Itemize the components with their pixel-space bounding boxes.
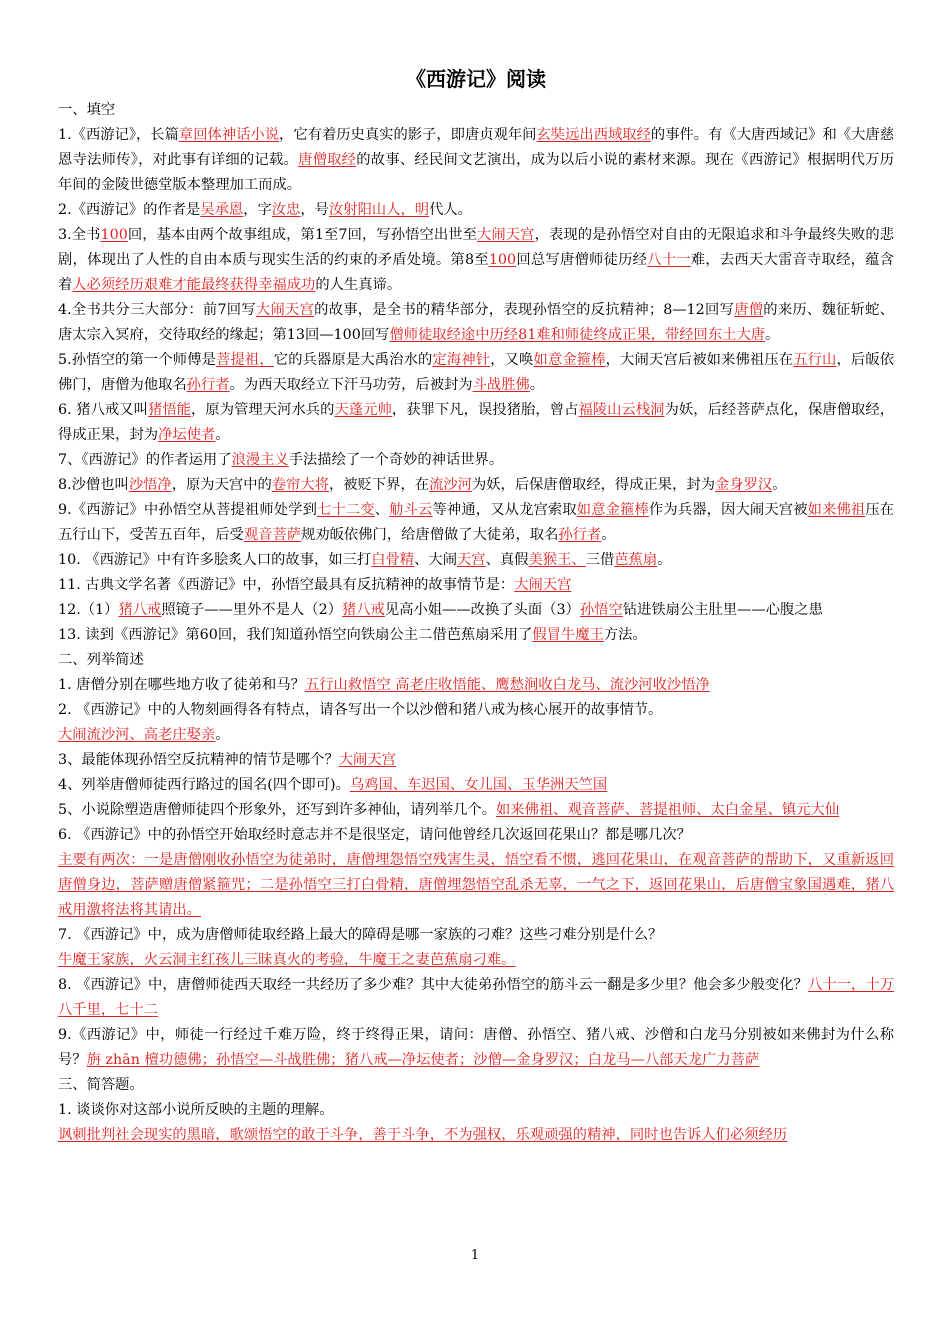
answer-text: 天宫	[457, 552, 486, 568]
content-area	[58, 98, 894, 1148]
question-text: 4、列举唐僧师徒西行路过的国名(四个即可)。	[58, 777, 350, 793]
paragraph	[58, 823, 894, 848]
paragraph	[58, 123, 894, 198]
question-text: 、真假	[485, 552, 529, 568]
answer-text: 假冒牛魔王	[532, 627, 604, 643]
question-text: 见高小姐——改换了头面（3）	[384, 602, 580, 618]
answer-text: 觔斗云	[389, 502, 433, 518]
answer-text: 玄奘远出西域取经	[536, 127, 651, 143]
page-number: 1	[470, 1248, 480, 1263]
page-title: 《西游记》阅读	[406, 67, 546, 91]
question-text: 7、《西游记》的作者运用了	[58, 452, 232, 468]
question-text: 。	[765, 327, 780, 343]
answer-text: 唐僧	[734, 302, 764, 318]
answer-text: 汝射阳山人，明	[328, 202, 430, 218]
question-text: 4.全书共分三大部分：前7回写	[58, 302, 256, 318]
question-text: 7. 《西游记》中，成为唐僧师徒取经路上最大的障碍是哪一家族的刁难？这些刁难分别是什么？	[58, 927, 663, 943]
question-text: 。	[601, 527, 616, 543]
question-text: 三借	[585, 552, 615, 568]
answer-text: 100	[488, 252, 517, 268]
section-heading: 二、列举简述	[58, 652, 144, 668]
paragraph	[58, 1123, 894, 1148]
answer-text: 福陵山云栈洞	[578, 402, 665, 418]
question-text: 。	[215, 727, 230, 743]
question-text: 10. 《西游记》中有许多脍炙人口的故事，如三打	[58, 552, 372, 568]
paragraph	[58, 298, 894, 348]
paragraph	[58, 1023, 894, 1073]
paragraph	[58, 623, 894, 648]
answer-text: 七十二变	[317, 502, 375, 518]
question-text: 2.《西游记》的作者是	[58, 202, 201, 218]
question-text: 为妖，后经菩萨点化，保唐僧取经，得成正果，封为	[58, 402, 895, 443]
question-text: 、	[374, 502, 390, 518]
question-text: 6. 《西游记》中的孙悟空开始取经时意志并不是很坚定，请问他曾经几次返回花果山？都是哪几次？	[58, 827, 691, 843]
question-text: 等神通，又从龙宫索取	[432, 502, 577, 518]
answer-text: 芭蕉扇	[614, 552, 658, 568]
paragraph	[58, 473, 894, 498]
answer-text: 五行山	[793, 352, 837, 368]
question-text: 3、最能体现孙悟空反抗精神的情节是哪个？	[58, 752, 339, 768]
question-text: 的故事、经民间文艺演出，成为以后小说的素材来源。现在《西游记》根据明代万历年间的金陵世德堂版本整理加工而成。	[58, 152, 895, 193]
answer-text: 浪漫主义	[231, 452, 289, 468]
question-text: 5、小说除塑造唐僧师徒四个形象外，还写到许多神仙，请列举几个。	[58, 802, 496, 818]
question-text: 1.《西游记》，长篇	[58, 127, 179, 143]
question-text: 照镜子——里外不是人（2）	[161, 602, 342, 618]
paragraph	[58, 848, 894, 923]
question-text: 的人生真谛。	[315, 277, 402, 293]
paragraph	[58, 498, 894, 548]
answer-text: 100	[100, 227, 128, 243]
answer-text: 孙悟空	[579, 602, 623, 618]
question-text: 8.沙僧也叫	[58, 477, 129, 493]
answer-text: 观音菩萨	[243, 527, 302, 543]
answer-text: 斗战胜佛	[472, 377, 530, 393]
answer-text: 牛魔王家族，火云洞主红孩儿三昧真火的考验，牛魔王之妻芭蕉扇刁难。	[58, 952, 516, 968]
question-text: 。	[772, 477, 787, 493]
question-text: 11. 古典文学名著《西游记》中，孙悟空最具有反抗精神的故事情节是：	[58, 577, 515, 593]
paragraph	[58, 923, 894, 948]
answer-text: 大闹天宫	[338, 752, 396, 768]
answer-text: 孙行者	[558, 527, 602, 543]
question-text: 5.孙悟空的第一个师傅是	[58, 352, 217, 368]
section-heading: 三、简答题。	[58, 1077, 144, 1093]
answer-text: 乌鸡国、车迟国、女儿国、玉华洲天竺国	[349, 777, 608, 793]
question-text: 6. 猪八戒又叫	[58, 402, 148, 418]
question-text: 的事件。有《大唐西域记》和《大唐慈恩寺法师传》，对此事有详细的记载。	[58, 127, 895, 168]
question-text: 它的兵器原是大禹治水的	[273, 352, 433, 368]
paragraph	[58, 448, 894, 473]
question-text: ，获罪下凡，误投猪胎，曾占	[391, 402, 579, 418]
question-text: ，原为管理天河水兵的	[191, 402, 335, 418]
paragraph	[58, 223, 894, 298]
question-text: ，被贬下界，在	[328, 477, 430, 493]
question-text: 8. 《西游记》中，唐僧师徒西天取经一共经历了多少难？其中大徒弟孙悟空的筋斗云一翻是多少里？他会多少般变化？	[58, 977, 808, 993]
question-text: ，大闹天宫后被如来佛祖压在	[605, 352, 794, 368]
question-text: 。为西天取经立下汗马功劳，后被封为	[229, 377, 473, 393]
answer-text: 大闹流沙河、高老庄娶亲	[58, 727, 216, 743]
document-body	[58, 62, 894, 1148]
question-text: 代人。	[429, 202, 472, 218]
paragraph	[58, 698, 894, 723]
question-text: 方法。	[603, 627, 647, 643]
paragraph	[58, 573, 894, 598]
question-text: ，原为天宫中的	[171, 477, 272, 493]
answer-text: 大闹天宫	[255, 302, 315, 318]
answer-text: 如意金箍棒	[576, 502, 649, 518]
question-text: 。	[215, 427, 230, 443]
question-text: 9.《西游记》中，师徒一行经过千难万险，终于终得正果，请问：唐僧、孙悟空、猪八戒、沙僧和白龙马分别被如来佛封为什么称号？	[58, 1027, 894, 1068]
answer-text: 沙悟净	[128, 477, 172, 493]
question-text: 1. 唐僧分别在哪些地方收了徒弟和马？	[58, 677, 305, 693]
question-text: ，它有着历史真实的影子，即唐贞观年间	[279, 127, 537, 143]
question-text: 手法描绘了一个奇妙的神话世界。	[288, 452, 504, 468]
answer-text: 僧师徒取经途中历经81难和师徒终成正果，带经回东土大唐	[389, 327, 766, 343]
answer-text: 旃 zhān 檀功德佛；孙悟空—斗战胜佛；猪八戒—净坛使者；沙僧—金身罗汉；白龙马—八部天龙广力菩萨	[86, 1052, 760, 1068]
question-text: ，表现的是孙悟空对自由的无限追求和斗争最终失败的悲剧，体现出了人性的自由本质与现实生活的约束的矛盾处境。第8至	[58, 227, 895, 268]
paragraph	[58, 773, 894, 798]
answer-text: 孙行者	[186, 377, 230, 393]
answer-text: 菩提祖，	[216, 352, 274, 368]
answer-text: 猪悟能	[147, 402, 192, 418]
question-text: ，又唤	[490, 352, 534, 368]
question-text: 。	[657, 552, 672, 568]
paragraph	[58, 798, 894, 823]
question-text: 回总写唐僧师徒历经	[516, 252, 648, 268]
answer-text: 猪八戒	[118, 602, 162, 618]
question-text: ，后皈依佛门，唐僧为他取名	[58, 352, 895, 393]
answer-text: 章回体神话小说	[178, 127, 280, 143]
question-text: 3.全书	[58, 227, 101, 243]
question-text: 、大闹	[414, 552, 457, 568]
paragraph	[58, 598, 894, 623]
question-text: 。	[529, 377, 545, 393]
answer-text: 五行山救悟空 高老庄收悟能、鹰愁涧收白龙马、流沙河收沙悟净	[304, 677, 710, 693]
answer-text: 汝忠	[271, 202, 301, 218]
question-text: 规劝皈依佛门，给唐僧做了大徒弟，取名	[301, 527, 559, 543]
answer-text: 流沙河	[429, 477, 472, 493]
answer-text: 八十一，十万八千里，七十二	[58, 977, 895, 1018]
question-text: 难，去西天大雷音寺取经，蕴含着	[58, 252, 895, 293]
answer-text: 唐僧取经	[298, 152, 357, 168]
answer-text: 人必须经历艰难才能最终获得幸福成功	[72, 277, 316, 293]
paragraph	[58, 348, 894, 398]
question-text: 为妖，后保唐僧取经，得成正果，封为	[471, 477, 715, 493]
answer-text: 美猴王、	[528, 552, 586, 568]
question-text: 作为兵器，因大闹天宫被	[648, 502, 808, 518]
question-text: 回，基本由两个故事组成，第1至7回，写孙悟空出世至	[127, 227, 478, 243]
question-text: 2. 《西游记》中的人物刻画得各有特点，请各写出一个以沙僧和猪八戒为核心展开的故事情节。	[58, 702, 663, 718]
answer-text: 金身罗汉	[715, 477, 773, 493]
paragraph	[58, 398, 894, 448]
paragraph	[58, 198, 894, 223]
answer-text: 净坛使者	[158, 427, 216, 443]
paragraph	[58, 673, 894, 698]
answer-text: 八十一	[647, 252, 691, 268]
question-text: 9.《西游记》中孙悟空从菩提祖师处学到	[58, 502, 318, 518]
paragraph	[58, 723, 894, 748]
answer-text: 如来佛祖、观音菩萨、菩提祖师、太白金星、镇元大仙	[496, 802, 840, 818]
question-text: 钻进铁扇公主肚里——心腹之患	[622, 602, 823, 618]
answer-text: 如来佛祖	[807, 502, 866, 518]
paragraph	[58, 973, 894, 1023]
answer-text: 如意金箍棒	[533, 352, 606, 368]
section-heading: 一、填空	[58, 102, 116, 118]
answer-text: 白骨精	[371, 552, 415, 568]
question-text: ，号	[300, 202, 329, 218]
question-text: 12.（1）	[58, 602, 119, 618]
question-text: 的来历、魏征斩蛇、唐太宗入冥府，交待取经的缘起；第13回—100回写	[58, 302, 894, 343]
question-text: 13. 读到《西游记》第60回，我们知道孙悟空向铁扇公主二借芭蕉扇采用了	[58, 627, 533, 643]
paragraph	[58, 948, 894, 973]
question-text: 的故事，是全书的精华部分，表现孙悟空的反抗精神；8—12回写	[314, 302, 735, 318]
answer-text: 天蓬元帅	[334, 402, 392, 418]
question-text: 压在五行山下，受苦五百年，后受	[58, 502, 895, 543]
answer-text: 主要有两次：一是唐僧刚收孙悟空为徒弟时，唐僧埋怨悟空残害生灵，悟空看不惯，逃回花果山，在观音菩萨的帮助下，又重新返回唐僧身边，菩萨赠唐僧紧箍咒；二是孙悟空三打白骨精，唐僧埋怨悟空乱杀无辜，一气之下，返回花果山，后唐僧宝象国遇难，猪八戒用激将法将其请出。	[58, 852, 894, 918]
answer-text: 大闹天宫	[514, 577, 572, 593]
paragraph	[58, 548, 894, 573]
answer-text: 讽刺批判社会现实的黑暗，歌颂悟空的敢于斗争，善于斗争，不为强权，乐观顽强的精神，同时也告诉人们必须经历	[58, 1127, 788, 1143]
question-text: ，字	[243, 202, 272, 218]
answer-text: 大闹天宫	[477, 227, 535, 243]
paragraph	[58, 1098, 894, 1123]
answer-text: 猪八戒	[342, 602, 385, 618]
answer-text: 定海神针	[432, 352, 491, 368]
question-text: 1. 谈谈你对这部小说所反映的主题的理解。	[58, 1102, 334, 1118]
answer-text: 吴承恩	[200, 202, 244, 218]
answer-text: 卷帘大将	[271, 477, 329, 493]
paragraph	[58, 748, 894, 773]
